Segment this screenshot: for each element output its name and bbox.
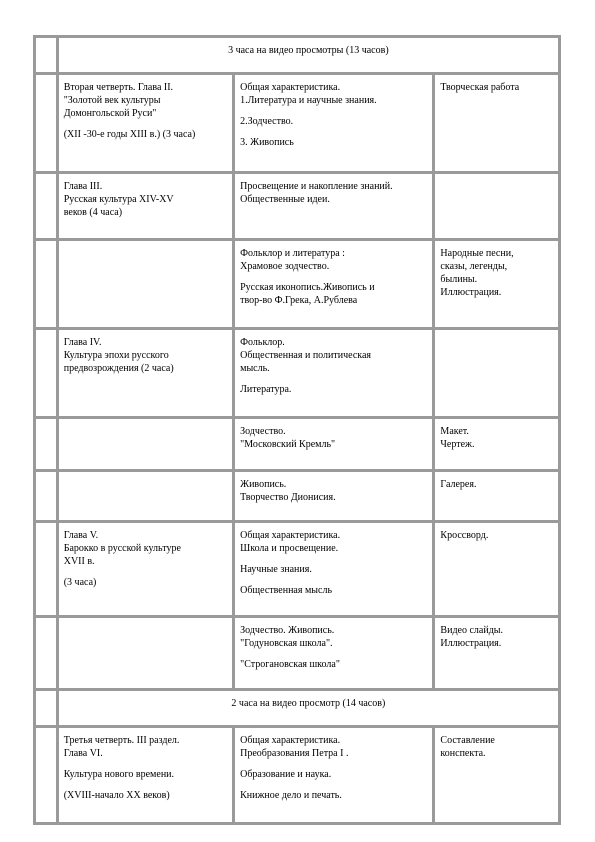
content-cell — [235, 728, 432, 822]
table-row — [36, 330, 558, 416]
table-row — [36, 618, 558, 688]
cell-text-line: Общественная мысль — [240, 585, 333, 596]
cell-text-line: Общая характеристика. — [240, 735, 341, 746]
topic-cell — [59, 241, 232, 327]
activity-cell — [435, 174, 558, 238]
table-row — [36, 523, 558, 615]
content-cell — [235, 618, 432, 688]
paragraph-gap — [240, 128, 427, 136]
cell-text-line: Третья четверть. III раздел. — [63, 735, 180, 746]
cell-text-line: мысль. — [240, 363, 270, 374]
content-cell — [235, 330, 432, 416]
cell-text-line: "Московский Кремль" — [240, 439, 336, 450]
section-header-cell — [59, 691, 558, 725]
cell-text-line: Чертеж. — [440, 439, 475, 450]
paragraph-gap — [64, 760, 227, 768]
curriculum-table-body — [36, 38, 558, 822]
paragraph-gap — [240, 375, 427, 383]
topic-cell — [59, 618, 232, 688]
cell-text-line: Фольклор и литература : — [240, 248, 345, 259]
content-cell — [235, 472, 432, 520]
activity-cell — [435, 241, 558, 327]
cell-text-line: Глава III. — [63, 181, 103, 192]
paragraph-gap — [240, 555, 427, 563]
table-row — [36, 419, 558, 469]
cell-text-line: "Золотой век культуры — [63, 95, 161, 106]
cell-text-line: Галерея. — [440, 479, 477, 490]
content-cell — [235, 419, 432, 469]
row-number-cell — [36, 38, 56, 72]
row-number-cell — [36, 75, 56, 171]
row-number-cell — [36, 241, 56, 327]
table-row — [36, 728, 558, 822]
section-header-text: 3 часа на видео просмотры (13 часов) — [228, 45, 389, 56]
cell-text-line: Литература. — [240, 384, 292, 395]
cell-text-line: конспекта. — [440, 748, 486, 759]
cell-text-line: Иллюстрация. — [440, 638, 502, 649]
paragraph-gap — [240, 760, 427, 768]
cell-text-line: Кроссворд. — [440, 530, 489, 541]
cell-text-line: "Годуновская школа". — [240, 638, 333, 649]
cell-text-line: (XVIII-начало XX веков) — [63, 790, 170, 801]
cell-text-line: Общая характеристика. — [240, 82, 341, 93]
cell-text-line: Русская иконопись.Живопись и — [240, 282, 375, 293]
topic-cell — [59, 728, 232, 822]
row-number-cell — [36, 691, 56, 725]
table-row — [36, 174, 558, 238]
cell-text-line: Глава IV. — [63, 337, 102, 348]
cell-text-line: Макет. — [440, 426, 469, 437]
row-number-cell — [36, 419, 56, 469]
cell-text-line: Культура нового времени. — [63, 769, 175, 780]
activity-cell — [435, 472, 558, 520]
content-cell — [235, 241, 432, 327]
content-cell — [235, 75, 432, 171]
section-header-row — [36, 38, 558, 72]
section-header-row — [36, 691, 558, 725]
row-number-cell — [36, 618, 56, 688]
row-number-cell — [36, 330, 56, 416]
activity-cell — [435, 419, 558, 469]
activity-cell — [435, 618, 558, 688]
cell-text-line: Творческая работа — [440, 82, 520, 93]
paragraph-gap — [64, 568, 227, 576]
cell-text-line: Храмовое зодчество. — [240, 261, 330, 272]
cell-text-line: былины. — [440, 274, 478, 285]
paragraph-gap — [240, 273, 427, 281]
table-row — [36, 241, 558, 327]
curriculum-table-wrapper — [33, 35, 561, 825]
row-number-cell — [36, 523, 56, 615]
cell-text-line: Глава V. — [63, 530, 99, 541]
topic-cell — [59, 523, 232, 615]
cell-text-line: Народные песни, — [440, 248, 514, 259]
cell-text-line: Зодчество. Живопись. — [240, 625, 335, 636]
cell-text-line: Книжное дело и печать. — [240, 790, 342, 801]
cell-text-line: Барокко в русской культуре — [63, 543, 181, 554]
cell-text-line: "Строгановская школа" — [240, 659, 340, 670]
activity-cell — [435, 728, 558, 822]
cell-text-line: 1.Литература и научные знания. — [240, 95, 377, 106]
curriculum-table — [33, 35, 561, 825]
cell-text-line: Живопись. — [240, 479, 287, 490]
paragraph-gap — [64, 781, 227, 789]
cell-text-line: предвозрождения (2 часа) — [63, 363, 174, 374]
cell-text-line: Домонгольской Руси" — [63, 108, 157, 119]
cell-text-line: сказы, легенды, — [440, 261, 508, 272]
table-row — [36, 472, 558, 520]
cell-text-line: Видео слайды. — [440, 625, 503, 636]
row-number-cell — [36, 728, 56, 822]
cell-text-line: Научные знания. — [240, 564, 312, 575]
cell-text-line: Русская культура XIV-XV — [63, 194, 174, 205]
section-header-text: 2 часа на видео просмотр (14 часов) — [231, 698, 386, 709]
section-header-cell — [59, 38, 558, 72]
activity-cell — [435, 75, 558, 171]
cell-text-line: Вторая четверть. Глава II. — [63, 82, 174, 93]
activity-cell — [435, 330, 558, 416]
cell-text-line: Творчество Дионисия. — [240, 492, 336, 503]
cell-text-line: Общая характеристика. — [240, 530, 341, 541]
topic-cell — [59, 330, 232, 416]
cell-text-line: Школа и просвещение. — [240, 543, 339, 554]
paragraph-gap — [240, 650, 427, 658]
cell-text-line: Культура эпохи русского — [63, 350, 169, 361]
paragraph-gap — [64, 120, 227, 128]
cell-text-line: (XII -30-е годы XIII в.) (3 часа) — [63, 129, 196, 140]
cell-text-line: Фольклор. — [240, 337, 285, 348]
content-cell — [235, 174, 432, 238]
cell-text-line: твор-во Ф.Грека, А.Рублева — [240, 295, 358, 306]
table-row — [36, 75, 558, 171]
cell-text-line: XVII в. — [63, 556, 95, 567]
topic-cell — [59, 75, 232, 171]
cell-text-line: Иллюстрация. — [440, 287, 502, 298]
cell-text-line: Просвещение и накопление знаний. — [240, 181, 393, 192]
cell-text-line: Зодчество. — [240, 426, 286, 437]
activity-cell — [435, 523, 558, 615]
cell-text-line: Составление — [440, 735, 495, 746]
row-number-cell — [36, 174, 56, 238]
topic-cell — [59, 419, 232, 469]
paragraph-gap — [240, 781, 427, 789]
cell-text-line: 2.Зодчество. — [240, 116, 294, 127]
topic-cell — [59, 174, 232, 238]
cell-text-line: 3. Живопись — [240, 137, 294, 148]
topic-cell — [59, 472, 232, 520]
cell-text-line: веков (4 часа) — [63, 207, 123, 218]
cell-text-line: Преобразования Петра I . — [240, 748, 349, 759]
content-cell — [235, 523, 432, 615]
cell-text-line: Глава VI. — [63, 748, 103, 759]
paragraph-gap — [240, 107, 427, 115]
cell-text-line: (3 часа) — [63, 577, 97, 588]
cell-text-line: Общественные идеи. — [240, 194, 330, 205]
cell-text-line: Образование и наука. — [240, 769, 332, 780]
paragraph-gap — [240, 576, 427, 584]
cell-text-line: Общественная и политическая — [240, 350, 372, 361]
row-number-cell — [36, 472, 56, 520]
